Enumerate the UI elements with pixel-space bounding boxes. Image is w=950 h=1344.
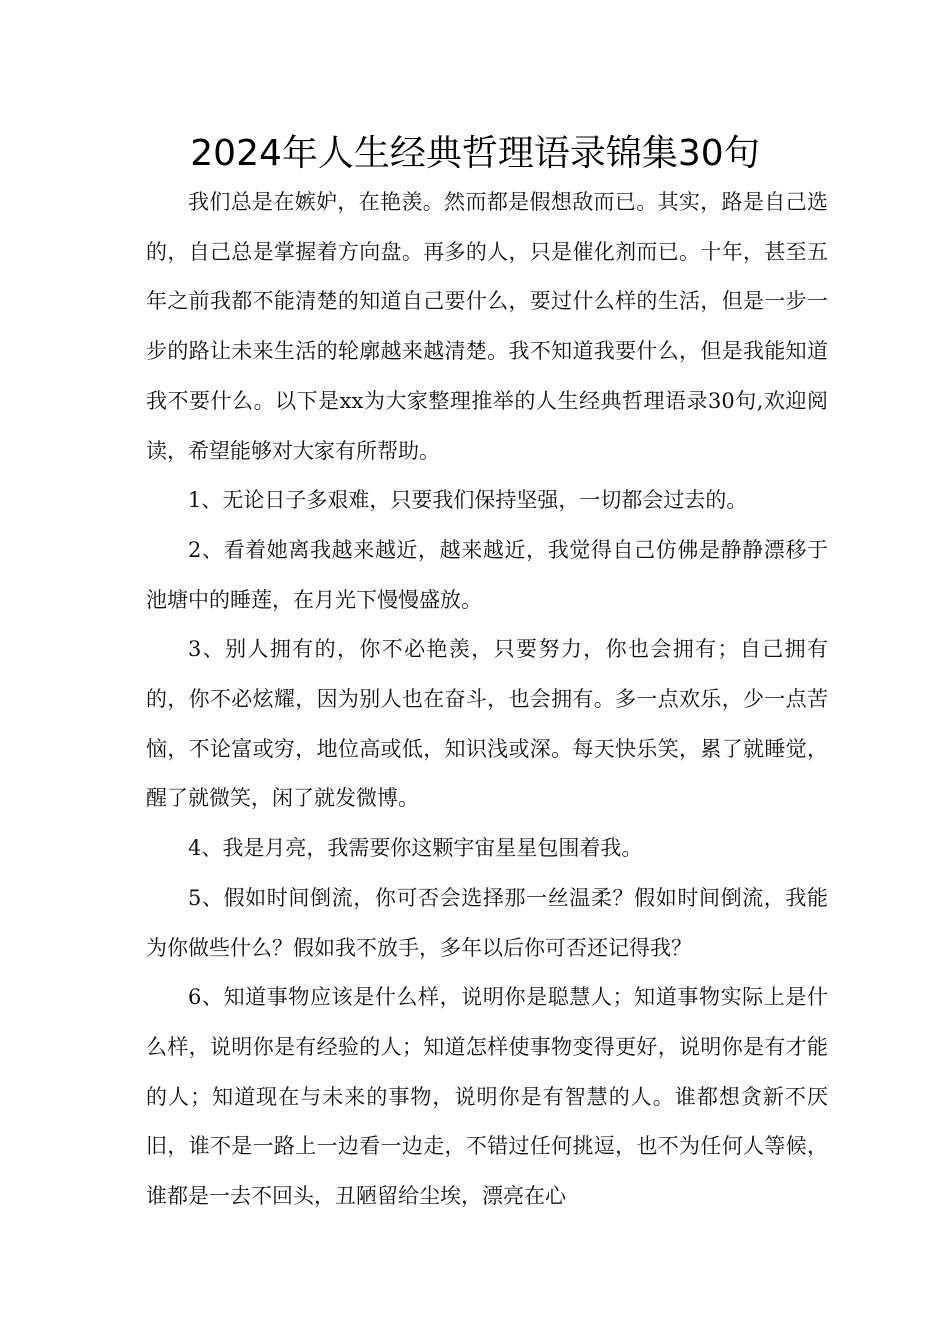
quote-paragraph-4: 4、我是月亮，我需要你这颗宇宙星星包围着我。 xyxy=(188,836,643,861)
quote-paragraph-5: 5、假如时间倒流，你可否会选择那一丝温柔？假如时间倒流，我能为你做些什么？假如我不放手，多年以后你可否还记得我？ xyxy=(146,885,828,960)
quote-paragraph-2: 2、看着她离我越来越近，越来越近，我觉得自己仿佛是静静漂移于池塘中的睡莲，在月光下慢慢盛放。 xyxy=(146,537,828,612)
quote-paragraph-3: 3、别人拥有的，你不必艳羡，只要努力，你也会拥有；自己拥有的，你不必炫耀，因为别人也在奋斗，也会拥有。多一点欢乐，少一点苦恼，不论富或穷，地位高或低，知识浅或深。每天快乐笑，累了就睡觉，醒了就微笑，闲了就发微博。 xyxy=(146,637,828,811)
intro-paragraph: 我们总是在嫉妒，在艳羡。然而都是假想敌而已。其实，路是自己选的，自己总是掌握着方向盘。再多的人，只是催化剂而已。十年，甚至五年之前我都不能清楚的知道自己要什么，要过什么样的生活，但是一步一步的路让未来生活的轮廓越来越清楚。我不知道我要什么，但是我能知道我不要什么。以下是xx为大家整理推举的人生经典哲理语录30句,欢迎阅读，希望能够对大家有所帮助。 xyxy=(146,190,828,463)
quote-paragraph-6: 6、知道事物应该是什么样，说明你是聪慧人；知道事物实际上是什么样，说明你是有经验的人；知道怎样使事物变得更好，说明你是有才能的人；知道现在与未来的事物，说明你是有智慧的人。谁都想贪新不厌旧，谁不是一路上一边看一边走，不错过任何挑逗，也不为任何人等候，谁都是一去不回头，丑陋留给尘埃，漂亮在心 xyxy=(146,985,828,1209)
document-body xyxy=(146,178,828,1222)
quote-paragraph-1: 1、无论日子多艰难，只要我们保持坚强，一切都会过去的。 xyxy=(188,488,748,513)
document-title: 2024年人生经典哲理语录锦集30句 xyxy=(190,133,760,174)
